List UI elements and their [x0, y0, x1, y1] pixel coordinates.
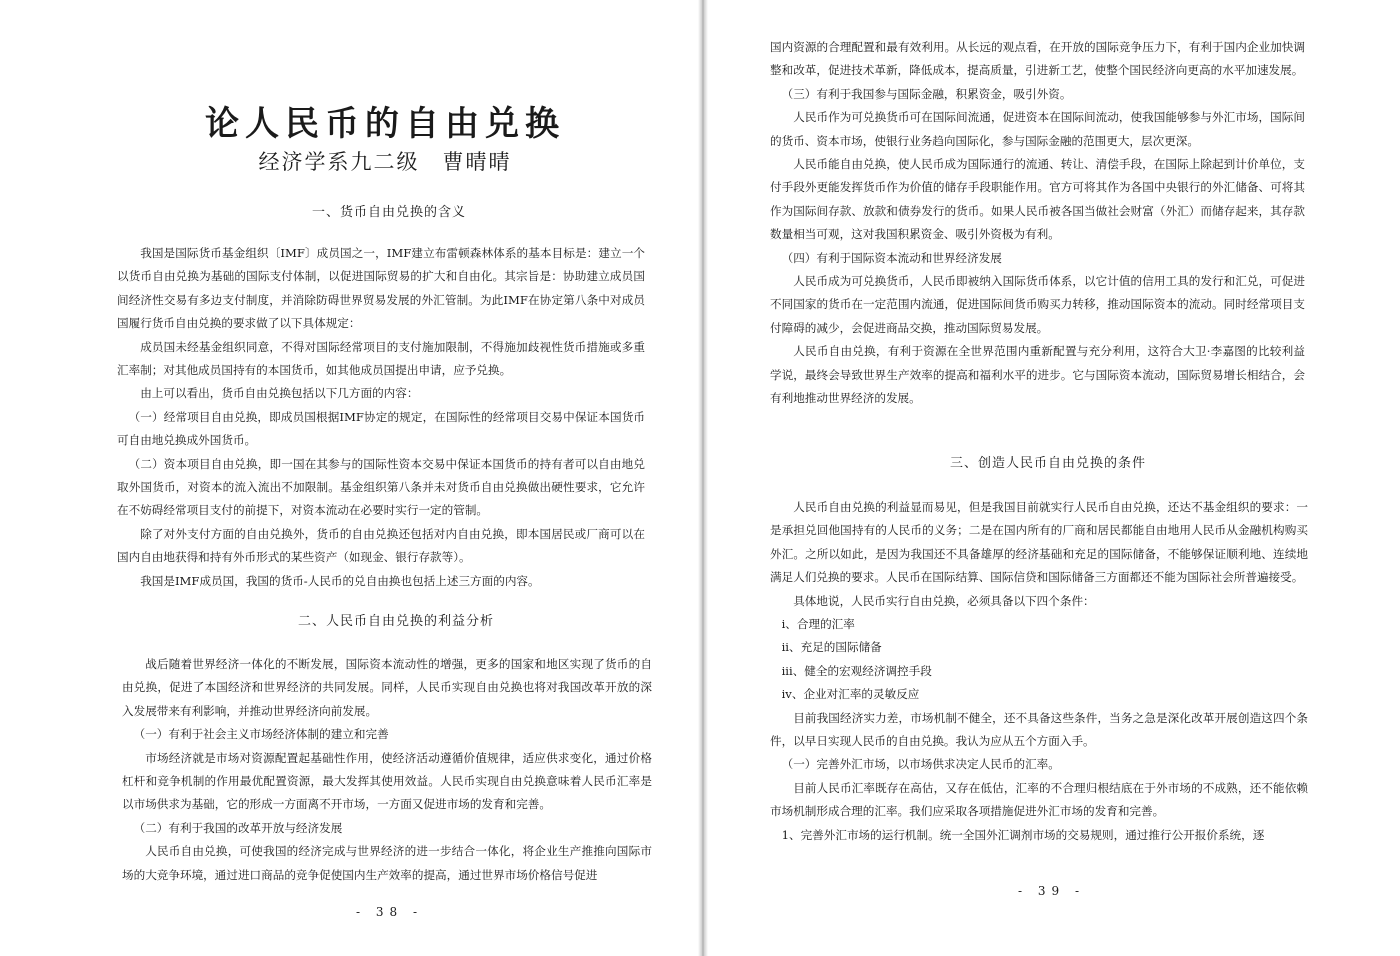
paragraph: 我国是IMF成员国，我国的货币-人民币的兑自由换也包括上述三方面的内容。	[140, 573, 540, 588]
paragraph: 人民币自由兑换的利益显而易见，但是我国目前就实行人民币自由兑换，还达不基金组织的要求：一是承担兑回他国持有的人民币的义务；二是在国内所有的厂商和居民都能自由地用人民币从金融机构购买外汇。之所以如此，是因为我国还不具备雄厚的经济基础和充足的国际储备，不能够保证顺利地、连续地满足人们兑换的要求。人民币在国际结算、国际信贷和国际储备三方面都还不能为国际社会所普遍接受。	[770, 500, 1308, 585]
paragraph: 成员国未经基金组织同意，不得对国际经常项目的支付施加限制，不得施加歧视性货币措施或多重汇率制；对其他成员国持有的本国货币，如其他成员国提出申请，应予兑换。	[117, 339, 645, 378]
sub-heading: （一）完善外汇市场，以市场供求决定人民币的汇率。	[781, 757, 1060, 772]
paragraph: 目前人民币汇率既存在高估，又存在低估，汇率的不合理归根结底在于外市场的不成熟，还不能依赖市场机制形成合理的汇率。我们应采取各项措施促进外汇市场的发育和完善。	[770, 780, 1308, 819]
left-page	[0, 0, 695, 956]
paragraph: （二）资本项目自由兑换，即一国在其参与的国际性资本交易中保证本国货币的持有者可以自由地兑取外国货币，对资本的流入流出不加限制。基金组织第八条并未对货币自由兑换做出硬性要求，它允许在不妨碍经常项目支付的前提下，对资本流动在必要时实行一定的管制。	[117, 456, 645, 518]
list-item: ii、充足的国际储备	[781, 640, 882, 655]
continued-body	[770, 36, 1305, 411]
paragraph: 国内资源的合理配置和最有效利用。从长远的观点看，在开放的国际竞争压力下，有利于国内企业加快调整和改革，促进技术革新，降低成本，提高质量，引进新工艺，使整个国民经济向更高的水平加速发展。	[770, 40, 1305, 78]
section-1-body	[117, 242, 645, 593]
section-heading-3: 三、创造人民币自由兑换的条件	[950, 456, 1147, 471]
paragraph: 人民币自由兑换，可使我国的经济完成与世界经济的进一步结合一体化，将企业生产推推向国际市场的大竞争环境，通过进口商品的竞争促使国内生产效率的提高，通过世界市场价格信号促进	[122, 844, 652, 882]
paragraph: 具体地说，人民币实行自由兑换，必须具备以下四个条件：	[793, 593, 1095, 608]
section-heading-1: 一、货币自由兑换的含义	[312, 205, 467, 220]
page-number: - 38 -	[356, 905, 424, 919]
paragraph: 除了对外支付方面的自由兑换外，货币的自由兑换还包括对内自由兑换，即本国居民或厂商可以在国内自由地获得和持有外币形式的某些资产（如现金、银行存款等）。	[117, 526, 645, 565]
paragraph: 人民币自由兑换，有利于资源在全世界范围内重新配置与充分利用，这符合大卫·李嘉图的比较利益学说，最终会导致世界生产效率的提高和福利水平的进步。它与国际资本流动，国际贸易增长相结合，会有利地推动世界经济的发展。	[770, 344, 1305, 406]
book-gutter	[698, 0, 708, 956]
list-item: iii、健全的宏观经济调控手段	[781, 663, 932, 678]
paragraph: 市场经济就是市场对资源配置起基础性作用，使经济活动遵循价值规律，适应供求变化，通过价格杠杆和竞争机制的作用最优配置资源，最大发挥其使用效益。人民币实现自由兑换意味着人民币汇率是以市场供求为基础，它的形成一方面离不开市场，一方面又促进市场的发育和完善。	[122, 750, 652, 812]
paragraph: 人民币成为可兑换货币，人民币即被纳入国际货币体系，以它计值的信用工具的发行和汇兑，可促进不同国家的货币在一定范围内流通，促进国际间货币购买力转移，推动国际资本的流动。同时经常项目支付障碍的减少，会促进商品交换，推动国际贸易发展。	[770, 274, 1305, 335]
page-number: - 39 -	[1018, 884, 1086, 898]
sub-heading: （二）有利于我国的改革开放与经济发展	[133, 820, 343, 835]
paragraph: 由上可以看出，货币自由兑换包括以下几方面的内容：	[140, 386, 419, 401]
paragraph: （一）经常项目自由兑换，即成员国根据IMF协定的规定，在国际性的经常项目交易中保证本国货币可自由地兑换成外国货币。	[117, 409, 645, 448]
list-item: i、合理的汇率	[781, 617, 855, 632]
author-line: 经济学系九二级 曹晴晴	[258, 150, 512, 174]
paragraph: 人民币能自由兑换，使人民币成为国际通行的流通、转让、清偿手段，在国际上除起到计价单位，支付手段外更能发挥货币作为价值的储存手段职能作用。官方可将其作为各国中央银行的外汇储备、可将其作为国际间存款、放款和债券发行的货币。如果人民币被各国当做社会财富（外汇）而储存起来，其存款数量相当可观，这对我国积累资金、吸引外资极为有利。	[770, 157, 1305, 242]
paragraph: 我国是国际货币基金组织〔IMF〕成员国之一，IMF建立布雷顿森林体系的基本目标是：建立一个以货币自由兑换为基础的国际支付体制，以促进国际贸易的扩大和自由化。其宗旨是：协助建立成员国间经济性交易有多边支付制度，并消除防碍世界贸易发展的外汇管制。为此IMF在协定第八条中对成员国履行货币自由兑换的要求做了以下具体规定：	[117, 246, 645, 331]
section-heading-2: 二、人民币自由兑换的利益分析	[298, 614, 495, 629]
sub-heading: （四）有利于国际资本流动和世界经济发展	[781, 250, 1002, 265]
right-page	[712, 0, 1400, 956]
list-item: iv、企业对汇率的灵敏反应	[781, 687, 920, 702]
section-3-body	[770, 496, 1308, 847]
article-title: 论人民币的自由兑换	[205, 104, 565, 144]
paragraph: 人民币作为可兑换货币可在国际间流通，促进资本在国际间流动，使我国能够参与外汇市场，国际间的货币、资本市场，使银行业务趋向国际化，参与国际金融的范围更大，层次更深。	[770, 110, 1305, 148]
paragraph: 目前我国经济实力差，市场机制不健全，还不具备这些条件，当务之急是深化改革开展创造这四个条件，以早日实现人民币的自由兑换。我认为应从五个方面入手。	[770, 710, 1308, 749]
sub-heading: （三）有利于我国参与国际金融，积累资金，吸引外资。	[781, 86, 1072, 101]
sub-heading: （一）有利于社会主义市场经济体制的建立和完善	[133, 727, 389, 742]
paragraph: 战后随着世界经济一体化的不断发展，国际资本流动性的增强，更多的国家和地区实现了货币的自由兑换，促进了本国经济和世界经济的共同发展。同样，人民币实现自由兑换也将对我国改革开放的深入发展带来有利影响，并推动世界经济向前发展。	[122, 657, 652, 718]
paragraph: 1、完善外汇市场的运行机制。统一全国外汇调剂市场的交易规则，通过推行公开报价系统，逐	[781, 827, 1265, 842]
section-2-body	[122, 653, 652, 887]
